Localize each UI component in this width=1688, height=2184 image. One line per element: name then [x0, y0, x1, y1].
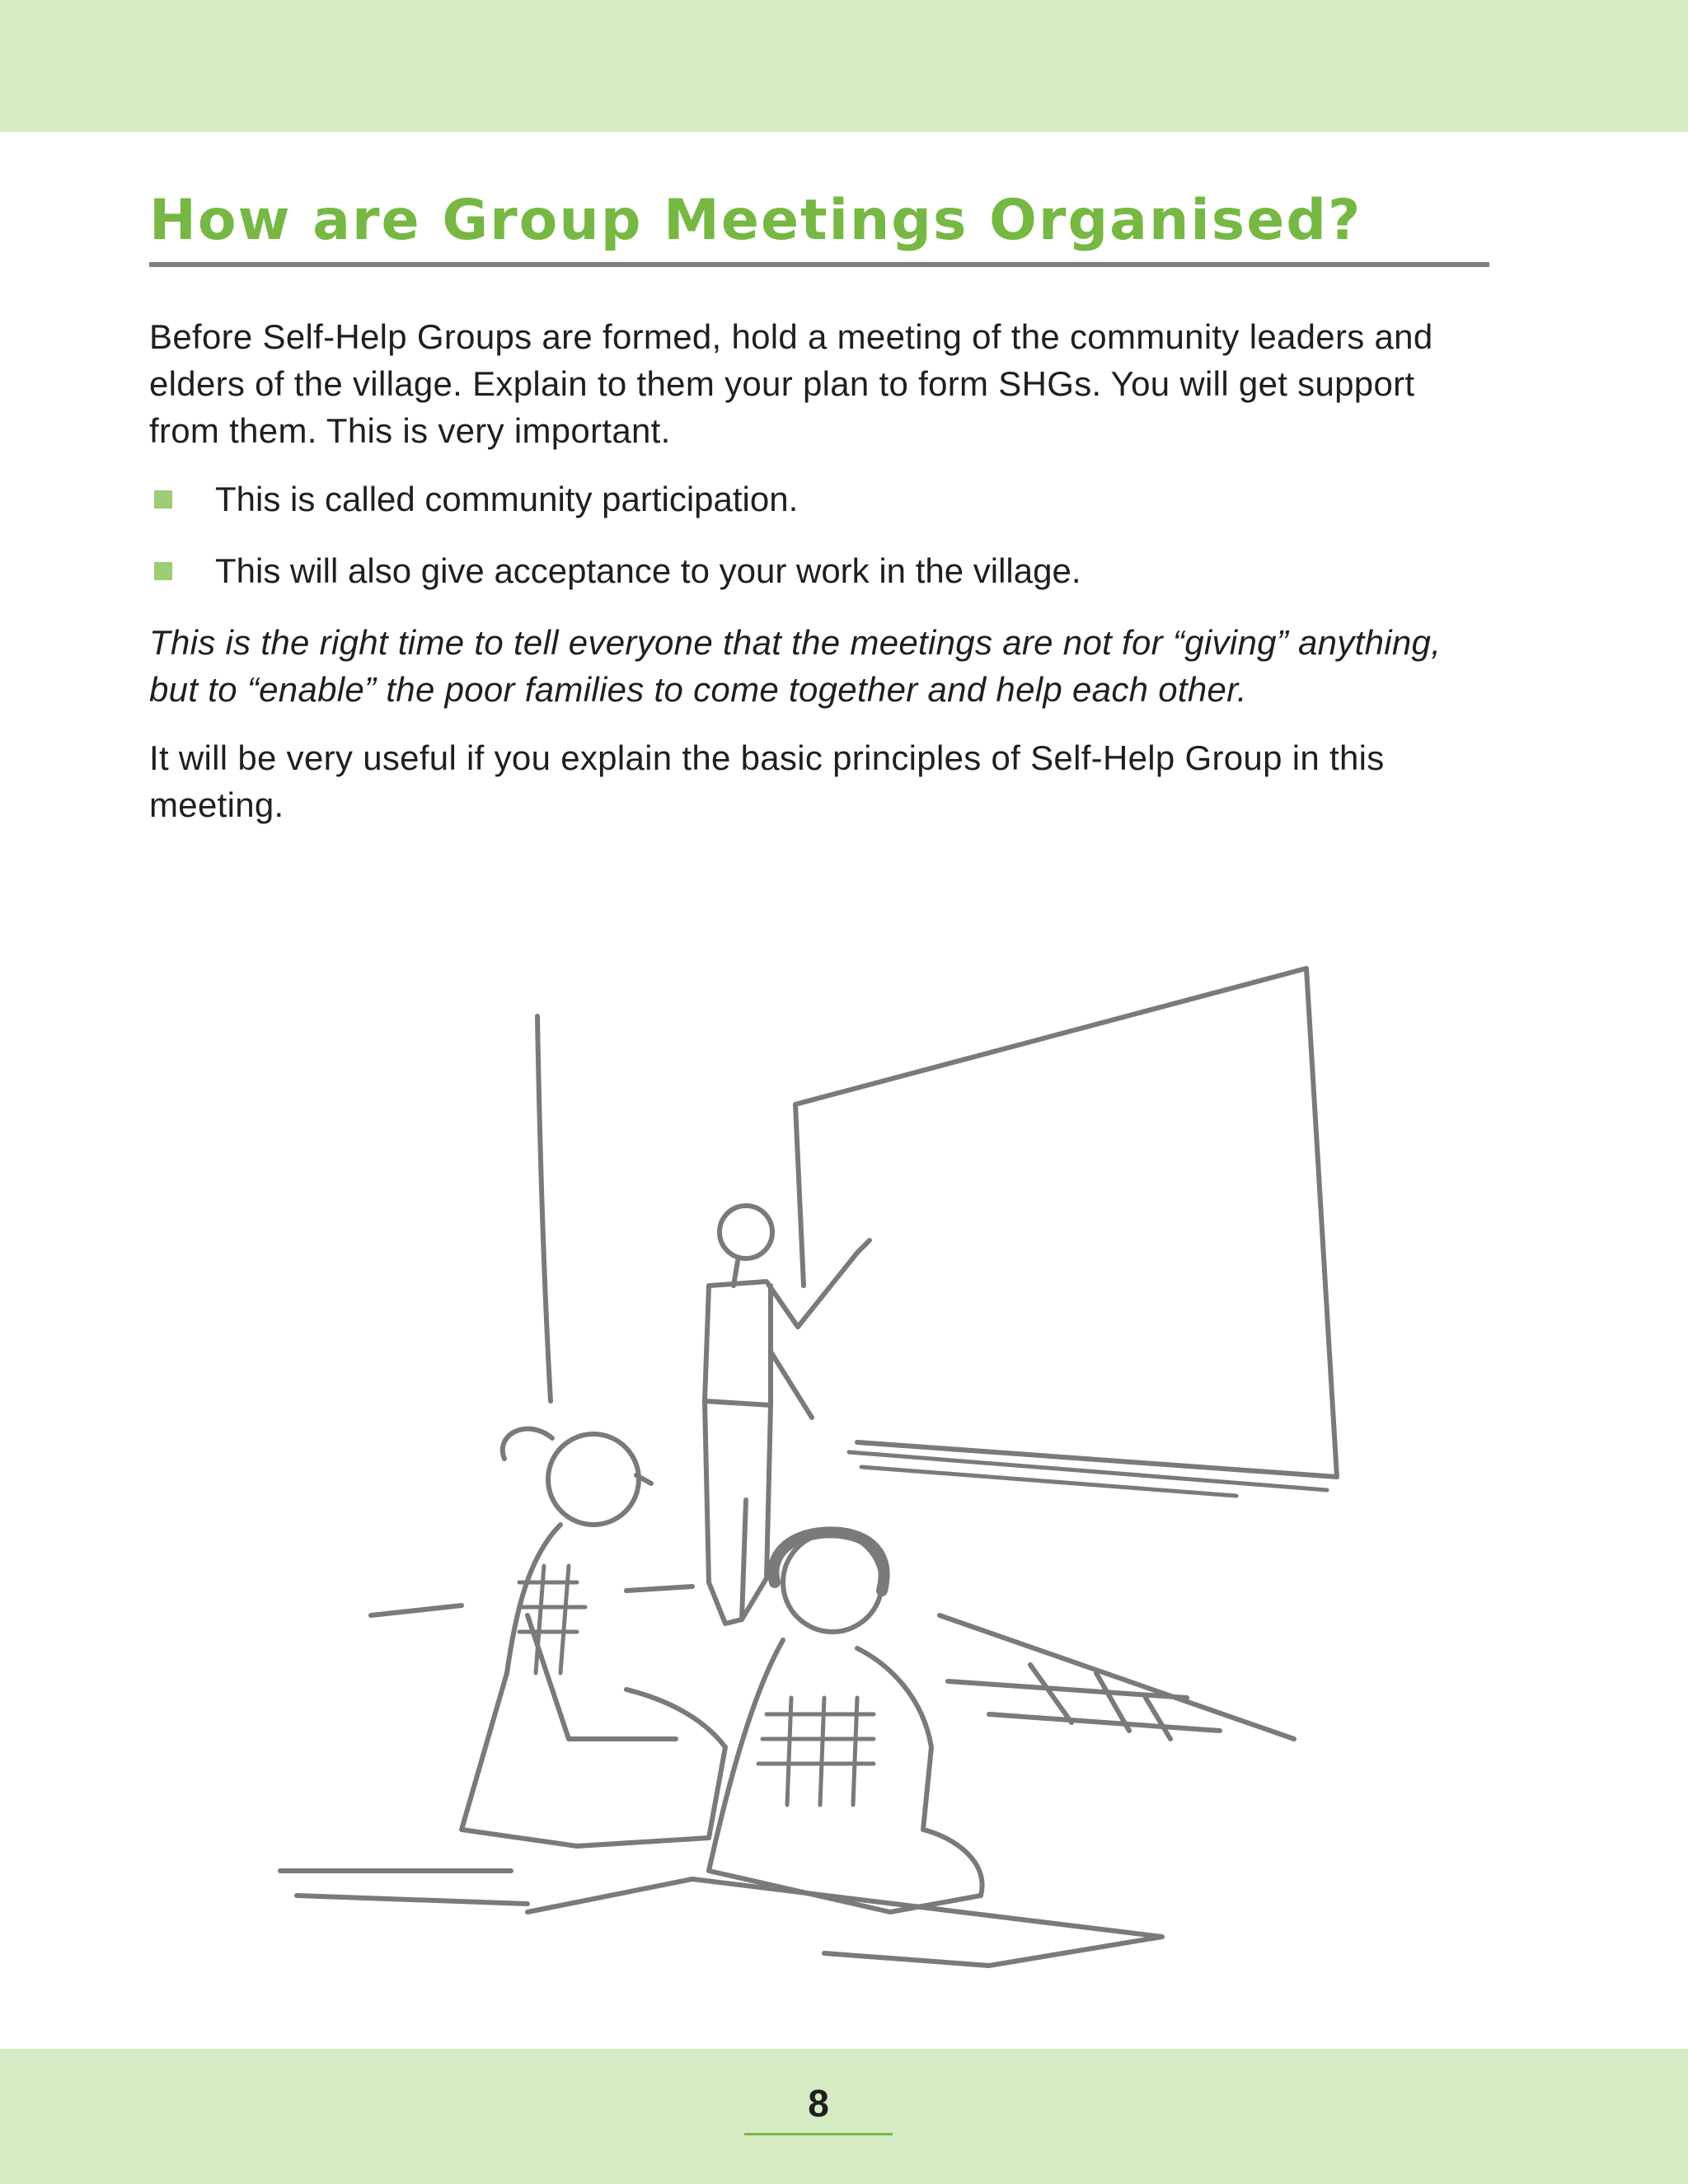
blackboard [795, 968, 1337, 1477]
title-underline [149, 262, 1489, 267]
square-bullet-icon [154, 562, 172, 580]
wall-corner-line [537, 1016, 551, 1401]
page-title: How are Group Meetings Organised? [149, 188, 1362, 253]
square-bullet-icon [154, 490, 172, 509]
bullet-item [149, 547, 1468, 594]
meeting-illustration [247, 948, 1401, 2003]
body-content [149, 313, 1468, 850]
floor-mat [280, 1871, 1162, 1966]
italic-note-paragraph: This is the right time to tell everyone that the meetings are not for “giving” anything, but to “enable” the poor families to come together and help each other. [149, 623, 1442, 709]
seated-woman-right [709, 1532, 982, 1912]
intro-paragraph: Before Self-Help Groups are formed, hold a meeting of the community leaders and elders of the village. Explain to them your plan to form SHGs. You will get support from them. This is very important. [149, 317, 1433, 450]
bullet-list [149, 476, 1468, 594]
seated-woman-left [462, 1429, 725, 1846]
bullet-item [149, 476, 1468, 523]
page-number: 8 [808, 2082, 829, 2125]
page-number-underline [744, 2133, 893, 2135]
bullet-text: This will also give acceptance to your work in the village. [215, 551, 1081, 590]
closing-paragraph: It will be very useful if you explain the basic principles of Self-Help Group in this meeting. [149, 738, 1385, 824]
bullet-text: This is called community participation. [215, 480, 799, 518]
top-band [0, 0, 1688, 132]
